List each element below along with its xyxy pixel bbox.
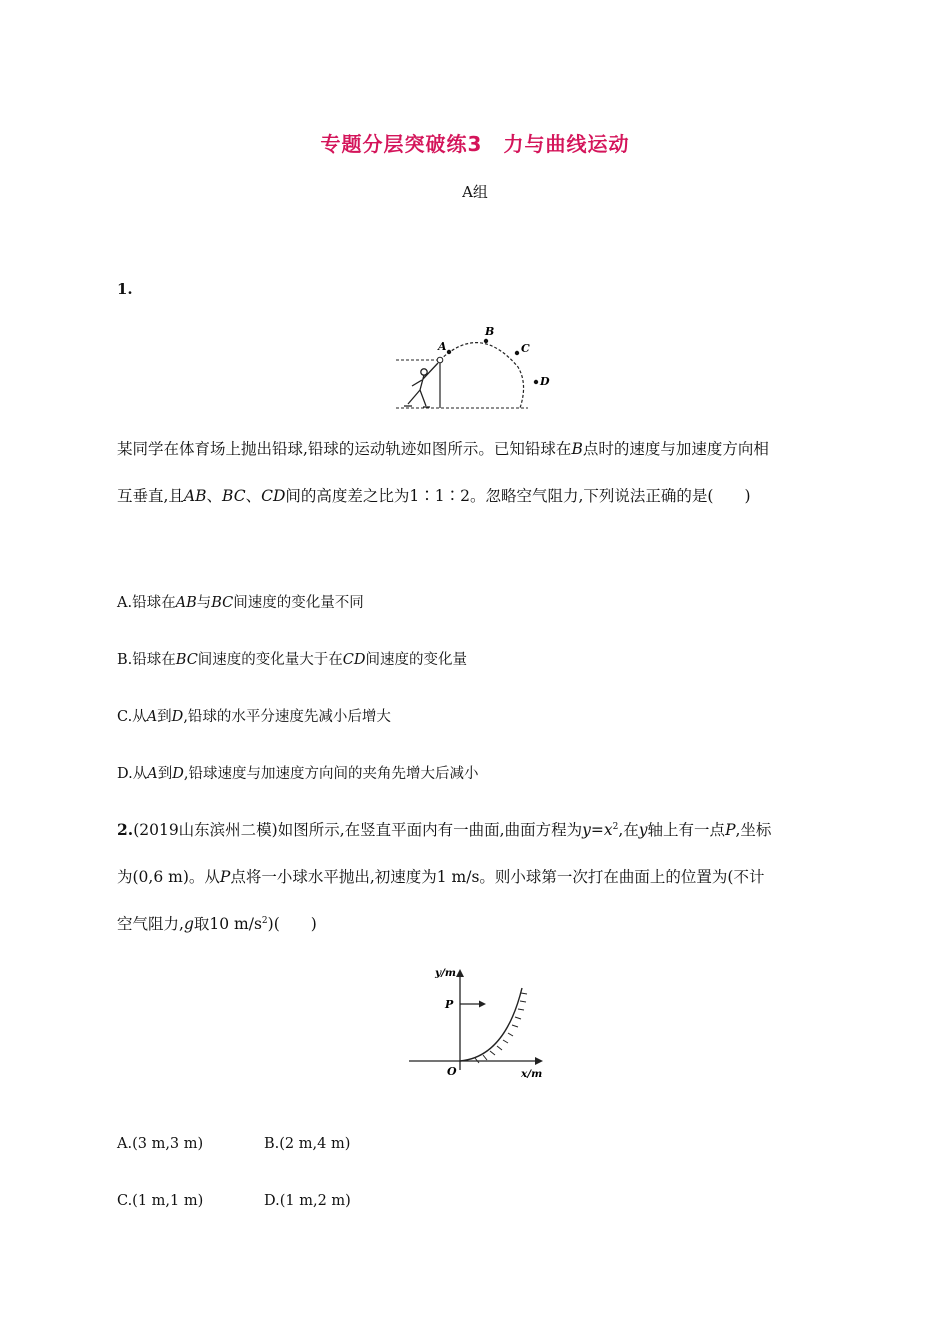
point-a (437, 357, 443, 363)
q2-option-b[interactable]: B.(2 m,4 m) (264, 1136, 351, 1152)
y-axis-label: y/m (435, 967, 457, 979)
thrower-figure (404, 363, 438, 407)
q1-stem-line1: 某同学在体育场上抛出铅球,铅球的运动轨迹如图所示。已知铅球在B点时的速度与加速度方向相 (117, 440, 769, 458)
q2-stem-line1: 2.(2019山东滨州二模)如图所示,在竖直平面内有一曲面,曲面方程为$y=x^2$,在y轴上有一点P,坐标 (117, 820, 772, 839)
q2-option-c[interactable]: C.(1 m,1 m) (117, 1193, 204, 1209)
point-c (515, 351, 519, 355)
point-a-dot (447, 350, 451, 354)
point-b (484, 339, 488, 343)
q1-number: 1. (117, 280, 133, 298)
origin-label: O (447, 1065, 457, 1078)
label-b: B (485, 325, 495, 338)
trajectory-curve (440, 343, 524, 408)
point-d (534, 380, 538, 384)
q2-number: 2. (117, 820, 134, 839)
x-axis-arrow (535, 1057, 543, 1065)
q2-stem-line3: 空气阻力,g取10 $m/s^2$)( ) (117, 915, 317, 933)
q2-option-a[interactable]: A.(3 m,3 m) (117, 1136, 204, 1152)
q1-option-d[interactable]: D.从A到D,铅球速度与加速度方向间的夹角先增大后减小 (117, 766, 479, 782)
q2-option-d[interactable]: D.(1 m,2 m) (264, 1193, 351, 1209)
q1-option-b[interactable]: B.铅球在BC间速度的变化量大于在CD间速度的变化量 (117, 652, 468, 668)
curve-surface (460, 988, 522, 1061)
q1-option-c[interactable]: C.从A到D,铅球的水平分速度先减小后增大 (117, 709, 391, 725)
q1-stem-line2: 互垂直,且AB、BC、CD间的高度差之比为1∶1∶2。忽略空气阻力,下列说法正确的是( ) (117, 487, 751, 505)
label-d: D (540, 375, 550, 388)
label-c: C (521, 342, 530, 355)
x-axis-label: x/m (521, 1068, 543, 1080)
group-heading: A组 (462, 183, 488, 201)
q1-option-a[interactable]: A.铅球在AB与BC间速度的变化量不同 (117, 595, 364, 611)
q1-trajectory-figure (390, 322, 570, 414)
q2-stem-line2: 为(0,6 m)。从P点将一小球水平抛出,初速度为1 m/s。则小球第一次打在曲面上的位置为(不计 (117, 868, 765, 886)
page-title: 专题分层突破练3 力与曲线运动 (320, 132, 630, 156)
label-a: A (438, 340, 447, 353)
point-p-label: P (445, 998, 454, 1011)
y-axis-arrow (456, 969, 464, 977)
q2-curve-figure (405, 962, 555, 1084)
